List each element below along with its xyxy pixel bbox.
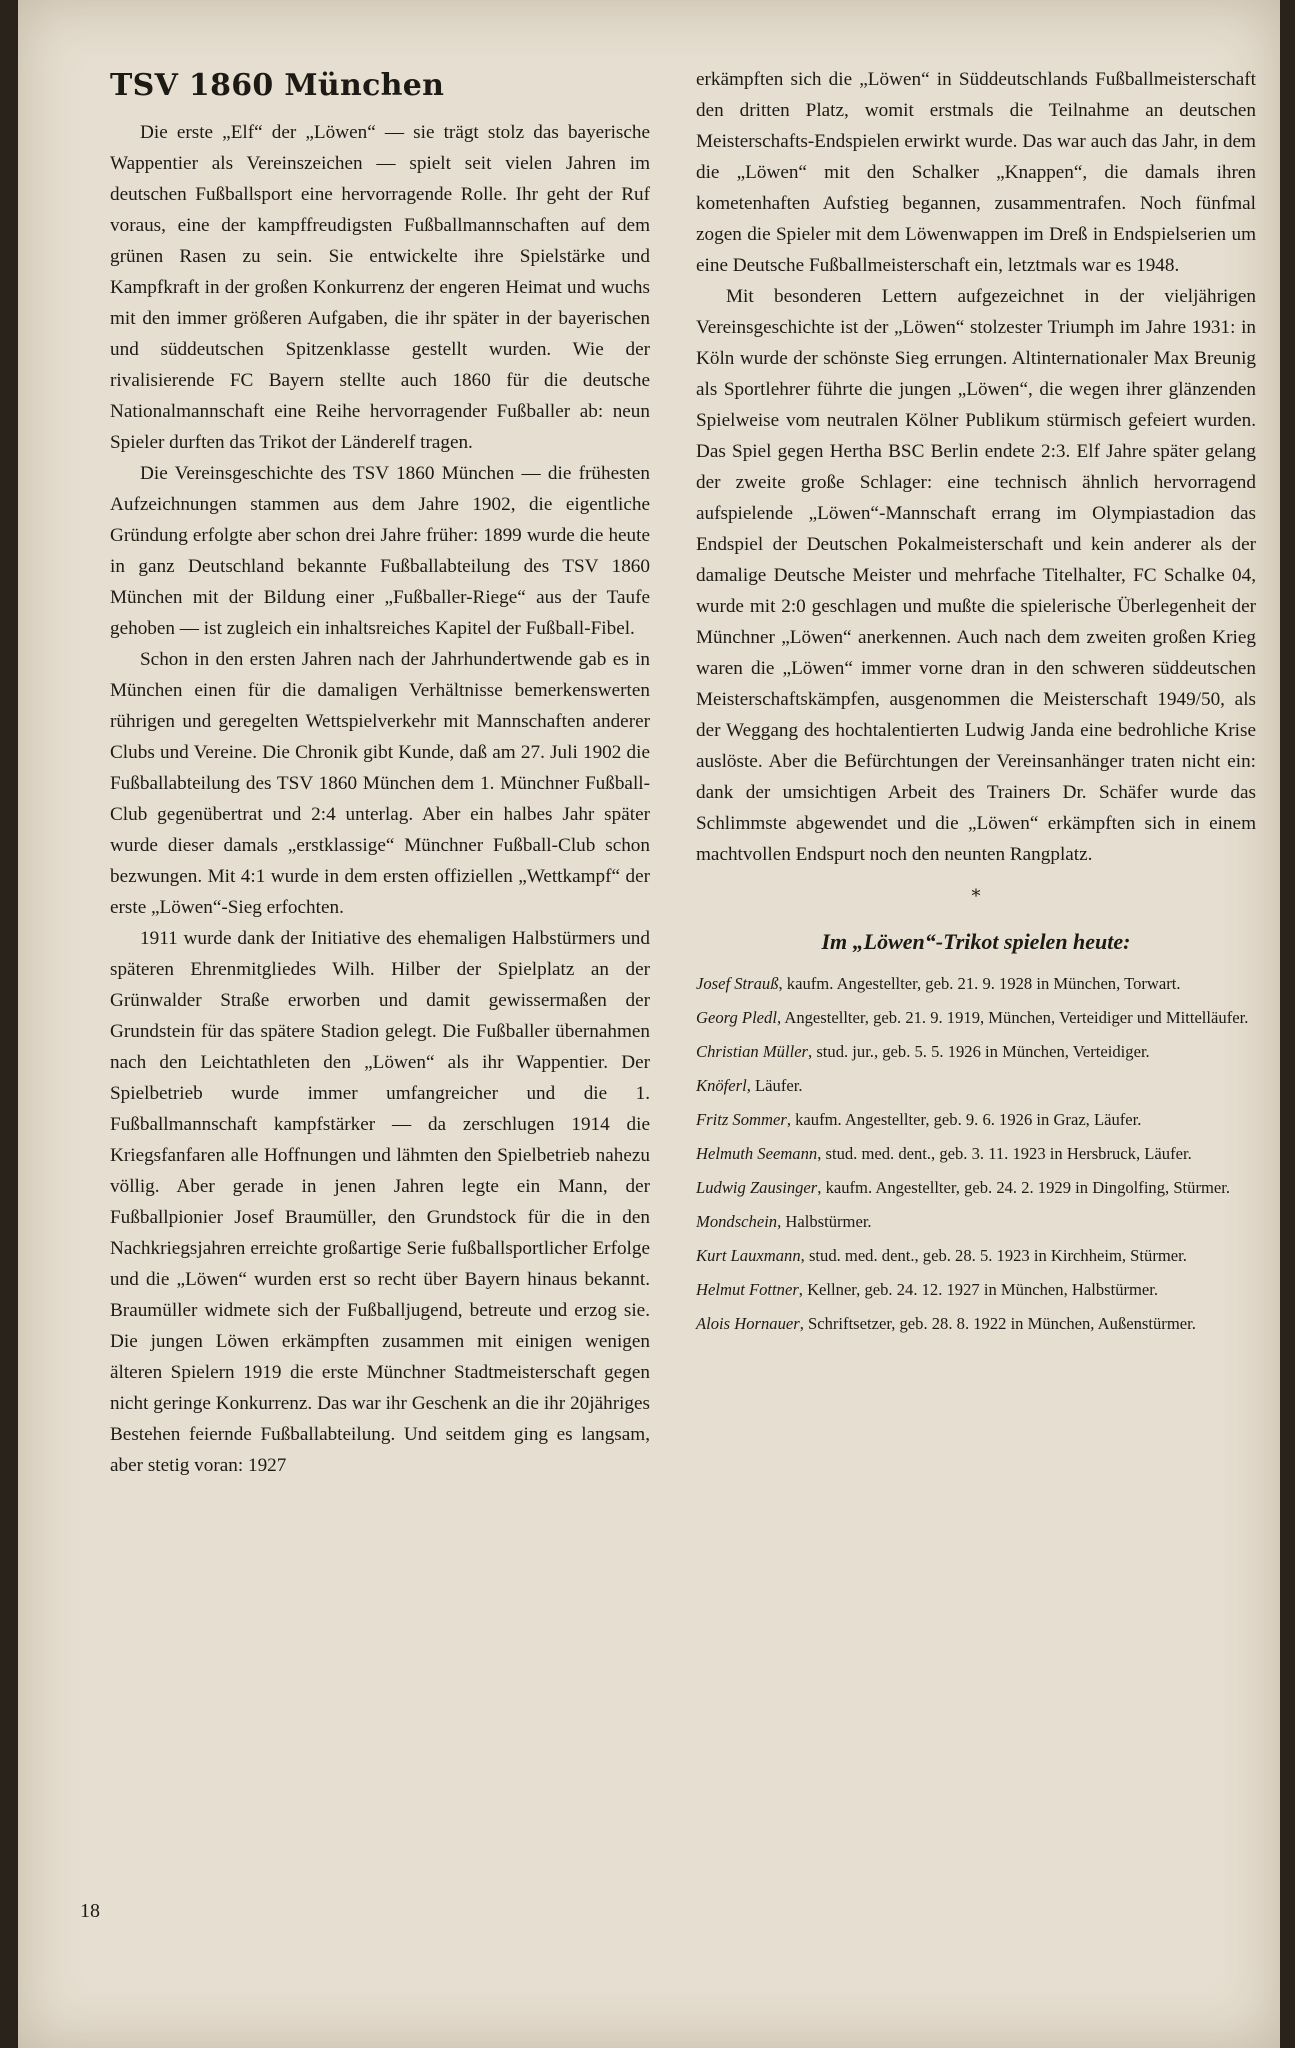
player-details: , Kellner, geb. 24. 12. 1927 in München, Halbstürmer. xyxy=(798,1280,1159,1299)
book-page xyxy=(18,0,1280,2048)
player-details: , Schriftsetzer, geb. 28. 8. 1922 in München, Außenstürmer. xyxy=(799,1314,1196,1333)
player-name: Fritz Sommer xyxy=(696,1110,787,1129)
player-details: , stud. jur., geb. 5. 5. 1926 in München, Verteidiger. xyxy=(808,1042,1150,1061)
player-name: Josef Strauß xyxy=(696,974,779,993)
player-name: Kurt Lauxmann xyxy=(696,1246,801,1265)
player-entry xyxy=(696,1041,1256,1063)
right-column xyxy=(696,64,1256,1347)
player-details: , Läufer. xyxy=(746,1076,803,1095)
player-entry xyxy=(696,1211,1256,1233)
player-entry xyxy=(696,1245,1256,1267)
player-name: Ludwig Zausinger xyxy=(696,1178,818,1197)
paragraph: erkämpften sich die „Löwen“ in Süddeutschlands Fußballmeisterschaft den dritten Platz, womit erstmals die Teilnahme an deutschen Meisterschafts-Endspielen erwirkt wurde. Das war auch das Jahr, in dem die „Löwen“ mit den Schalker „Knappen“, die damals ihren kometenhaften Aufstieg begannen, zusammentrafen. Noch fünfmal zogen die Spieler mit dem Löwenwappen im Dreß in Endspielserien um eine Deutsche Fußballmeisterschaft ein, letztmals war es 1948. xyxy=(696,69,1256,276)
player-entry xyxy=(696,1007,1256,1029)
paragraph: Die Vereinsgeschichte des TSV 1860 München — die frühesten Aufzeichnungen stammen aus dem Jahre 1902, die eigentliche Gründung erfolgte aber schon drei Jahre früher: 1899 wurde die heute in ganz Deutschland bekannte Fußballabteilung des TSV 1860 München mit der Bildung einer „Fußballer-Riege“ aus der Taufe gehoben — ist zugleich ein inhaltsreiches Kapitel der Fußball-Fibel. xyxy=(110,463,650,639)
player-entry xyxy=(696,1109,1256,1131)
player-entry xyxy=(696,1313,1256,1335)
player-name: Knöferl xyxy=(696,1076,747,1095)
player-entry xyxy=(696,1279,1256,1301)
player-details: , Halbstürmer. xyxy=(777,1212,872,1231)
player-entry xyxy=(696,973,1256,995)
player-name: Georg Pledl xyxy=(696,1008,777,1027)
roster-list xyxy=(696,973,1256,1335)
paragraph: Die erste „Elf“ der „Löwen“ — sie trägt stolz das bayerische Wappentier als Vereinszeichen — spielt seit vielen Jahren im deutschen Fußballsport eine hervorragende Rolle. Ihr geht der Ruf voraus, eine der kampffreudigsten Fußballmannschaften auf dem grünen Rasen zu sein. Sie entwickelte ihre Spielstärke und Kampfkraft in der großen Konkurrenz der engeren Heimat und wuchs mit den immer größeren Aufgaben, die ihr später in der bayerischen und süddeutschen Spitzenklasse gestellt wurden. Wie der rivalisierende FC Bayern stellte auch 1860 für die deutsche Nationalmannschaft eine Reihe hervorragender Fußballer ab: neun Spieler durften das Trikot der Länderelf tragen. xyxy=(110,122,650,453)
player-name: Christian Müller xyxy=(696,1042,809,1061)
paragraph: 1911 wurde dank der Initiative des ehemaligen Halbstürmers und späteren Ehrenmitgliedes Wilh. Hilber der Spielplatz an der Grünwalder Straße erworben und damit gewissermaßen der Grundstein für das spätere Stadion gelegt. Die Fußballer übernahmen nach den Leichtathleten den „Löwen“ als ihr Wappentier. Der Spielbetrieb wurde immer umfangreicher und die 1. Fußballmannschaft kampfstärker — da zerschlugen 1914 die Kriegsfanfaren alle Hoffnungen und lähmten den Spielbetrieb nahezu völlig. Aber gerade in jenen Jahren legte ein Mann, der Fußballpionier Josef Braumüller, den Grundstock für die in den Nachkriegsjahren erreichte großartige Serie fußballsportlicher Erfolge und die „Löwen“ wurden erst so recht über Bayern hinaus bekannt. Braumüller widmete sich der Fußballjugend, betreute und erzog sie. Die jungen Löwen erkämpften zusammen mit einigen wenigen älteren Spielern 1919 die erste Münchner Stadtmeisterschaft gegen nicht geringe Konkurrenz. Das war ihr Geschenk an die ihr 20jähriges Bestehen feiernde Fußballabteilung. Und seitdem ging es langsam, aber stetig voran: 1927 xyxy=(110,928,650,1476)
roster-heading: Im „Löwen“-Trikot spielen heute: xyxy=(821,929,1131,954)
player-details: , stud. med. dent., geb. 3. 11. 1923 in Hersbruck, Läufer. xyxy=(817,1144,1192,1163)
player-name: Helmuth Seemann xyxy=(696,1144,818,1163)
player-details: , kaufm. Angestellter, geb. 21. 9. 1928 in München, Torwart. xyxy=(778,974,1181,993)
paragraph: Mit besonderen Lettern aufgezeichnet in der vieljährigen Vereinsgeschichte ist der „Löwen“ stolzester Triumph im Jahre 1931: in Köln wurde der schönste Sieg errungen. Altinternationaler Max Breunig als Sportlehrer führte die jungen „Löwen“, die wegen ihrer glänzenden Spielweise vom neutralen Kölner Publikum stürmisch gefeiert wurden. Das Spiel gegen Hertha BSC Berlin endete 2:3. Elf Jahre später gelang der zweite große Schlager: eine technisch ähnlich hervorragend aufspielende „Löwen“-Mannschaft errang im Olympiastadion das Endspiel der Deutschen Pokalmeisterschaft und kein anderer als der damalige Deutsche Meister und mehrfache Titelhalter, FC Schalke 04, wurde mit 2:0 geschlagen und mußte die spielerische Überlegenheit der Münchner „Löwen“ anerkennen. Auch nach dem zweiten großen Krieg waren die „Löwen“ immer vorne dran in den schweren süddeutschen Meisterschaftskämpfen, ausgenommen die Meisterschaft 1949/50, als der Weggang des hochtalentierten Ludwig Janda eine bedrohliche Krise auslöste. Aber die Befürchtungen der Vereinsanhänger traten nicht ein: dank der umsichtigen Arbeit des Trainers Dr. Schäfer wurde das Schlimmste abgewendet und die „Löwen“ erkämpften sich in einem machtvollen Endspurt noch den neunten Rangplatz. xyxy=(696,286,1256,865)
player-entry xyxy=(696,1075,1256,1097)
paragraph: Schon in den ersten Jahren nach der Jahrhundertwende gab es in München einen für die damaligen Verhältnisse bemerkenswerten rührigen und geregelten Wettspielverkehr mit Mannschaften anderer Clubs und Vereine. Die Chronik gibt Kunde, daß am 27. Juli 1902 die Fußballabteilung des TSV 1860 München dem 1. Münchner Fußball-Club gegenübertrat und 2:4 unterlag. Aber ein halbes Jahr später wurde dieser damals „erstklassige“ Münchner Fußball-Club schon bezwungen. Mit 4:1 wurde in dem ersten offiziellen „Wettkampf“ der erste „Löwen“-Sieg erfochten. xyxy=(110,649,650,918)
page-number: 18 xyxy=(80,1900,100,1922)
player-details: , kaufm. Angestellter, geb. 24. 2. 1929 in Dingolfing, Stürmer. xyxy=(817,1178,1231,1197)
section-separator: * xyxy=(971,886,981,907)
player-name: Alois Hornauer xyxy=(696,1314,800,1333)
player-name: Mondschein xyxy=(696,1212,778,1231)
article-title: TSV 1860 München xyxy=(110,68,445,103)
player-name: Helmut Fottner xyxy=(696,1280,799,1299)
player-details: , Angestellter, geb. 21. 9. 1919, München, Verteidiger und Mittelläufer. xyxy=(776,1008,1249,1027)
player-entry xyxy=(696,1143,1256,1165)
left-column xyxy=(110,68,650,1481)
player-details: , stud. med. dent., geb. 28. 5. 1923 in Kirchheim, Stürmer. xyxy=(800,1246,1187,1265)
player-details: , kaufm. Angestellter, geb. 9. 6. 1926 in Graz, Läufer. xyxy=(786,1110,1142,1129)
player-entry xyxy=(696,1177,1256,1199)
